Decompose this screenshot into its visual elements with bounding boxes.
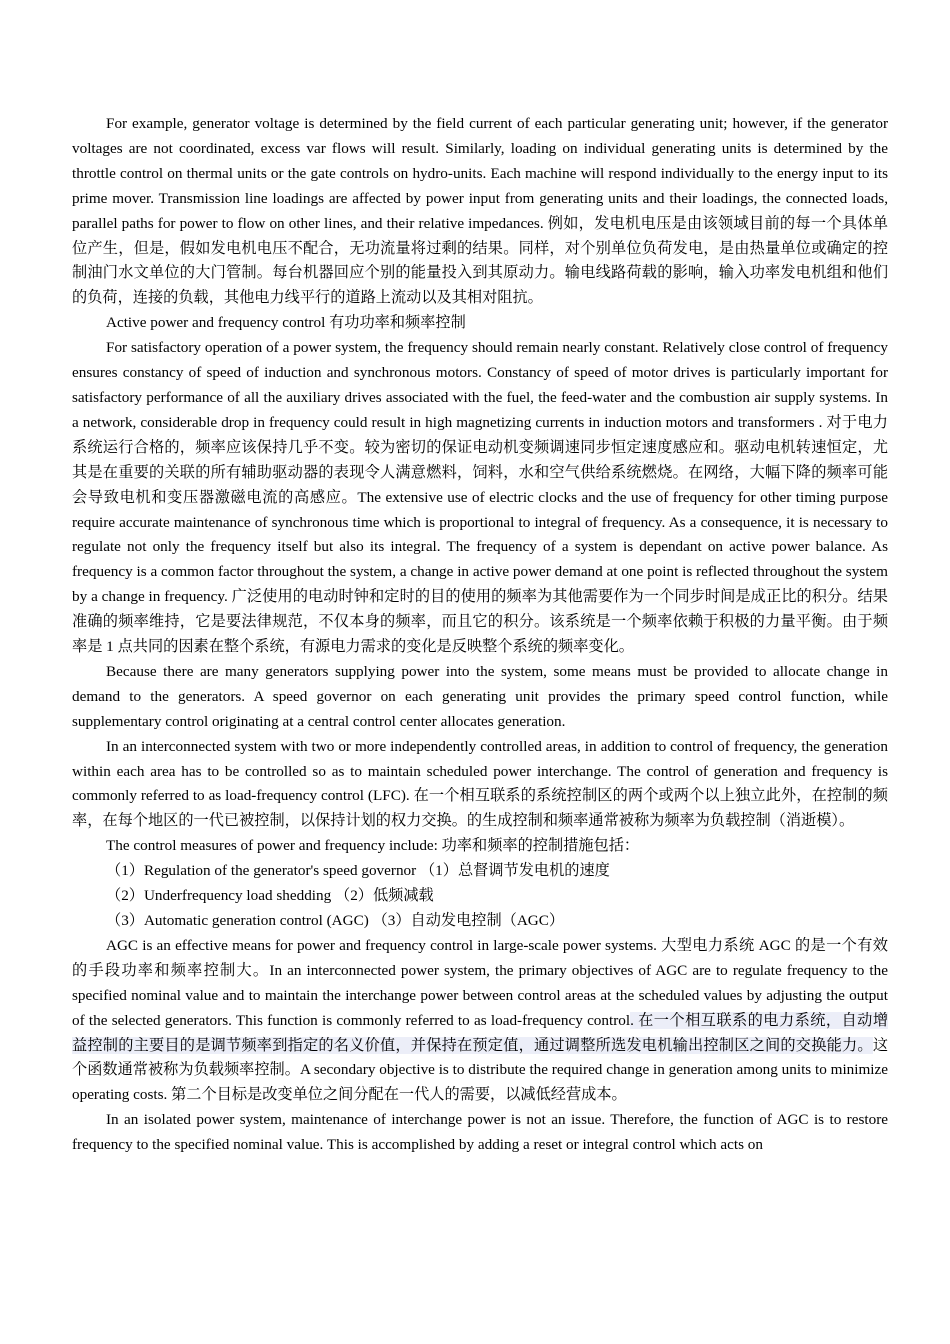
agc-text-part-2: 这个函数通常被称为负载频率控制。A secondary objective is to distribute the required change in generation among units to minimize operating costs. 第二个目标是改变单位之间分配在一代人的需要，以减低经营成本。 [72, 1036, 888, 1104]
paragraph-frequency-constancy: For satisfactory operation of a power system, the frequency should remain nearly constant. Relatively close control of frequency ensures constancy of speed of induction and synchronous motors. Constancy of speed of motor drives is particularly important for satisfactory performance of all the auxiliary drives associated with the fuel, the feed-water and the combustion air supply systems. In a network, considerable drop in frequency could result in high magnetizing currents in induction motors and transformers . 对于电力系统运行合格的，频率应该保持几乎不变。较为密切的保证电动机变频调速同步恒定速度感应和。驱动电机转速恒定，尤其是在重要的关联的所有辅助驱动器的表现令人满意燃料，饲料，水和空气供给系统燃烧。在网络，大幅下降的频率可能会导致电机和变压器激磁电流的高感应。The extensive use of electric clocks and the use of frequency for other timing purpose require accurate maintenance of synchronous time which is proportional to integral of frequency. As a consequence, it is necessary to regulate not only the frequency itself but also its integral. The frequency of a system is dependant on active power balance. As frequency is a common factor throughout the system, a change in active power demand at one point is reflected throughout the system by a change in frequency. 广泛使用的电动时钟和定时的目的使用的频率为其他需要作为一个同步时间是成正比的积分。结果准确的频率维持，它是要法律规范，不仅本身的频率，而且它的积分。该系统是一个频率依赖于积极的力量平衡。由于频率是 1 点共同的因素在整个系统，有源电力需求的变化是反映整个系统的频率变化。 [72, 339, 888, 656]
paragraph-generators-supply: Because there are many generators supplying power into the system, some means must be provided to allocate change in demand to the generators. A speed governor on each generating unit provides the primary speed control function, while supplementary control originating at a central control center allocates generation. [72, 662, 888, 730]
highlighted-text: . 在一个相互联系的电力系统，自动增益控制的主要目的是调节频率到指定的名义价值，并保持在预定值，通过调整所选发电机输出控制区之间的交换能力。 [72, 1011, 888, 1054]
list-item-speed-governor: （1）Regulation of the generator's speed governor （1）总督调节发电机的速度 [106, 862, 610, 880]
paragraph-control-measures: The control measures of power and frequency include: 功率和频率的控制措施包括： [106, 837, 640, 855]
paragraph-voltage-loading: For example, generator voltage is determined by the field current of each particular generating unit; however, if the generator voltages are not coordinated, excess var flows will result. Similarly, loading on individual generating units is determined by the throttle control on thermal units or the gate controls on hydro-units. Each machine will respond individually to the energy input to its prime mover. Transmission line loadings are affected by power input from generating units and their loadings, the connected loads, parallel paths for power to flow on other lines, and their relative impedances. 例如，发电机电压是由该领域目前的每一个具体单位产生，但是，假如发电机电压不配合，无功流量将过剩的结果。同样，对个别单位负荷发电，是由热量单位或确定的控制油门水文单位的大门管制。每台机器回应个别的能量投入到其原动力。输电线路荷载的影响，输入功率发电机组和他们的负荷，连接的负载，其他电力线平行的道路上流动以及其相对阻抗。 [72, 115, 888, 307]
paragraph-interconnected-system: In an interconnected system with two or more independently controlled areas, in addition to control of frequency, the generation within each area has to be controlled so as to maintain scheduled power interchange. The control of generation and frequency is commonly referred to as load-frequency control (LFC). 在一个相互联系的系统控制区的两个或两个以上独立此外，在控制的频率，在每个地区的一代已被控制，以保持计划的权力交换。的生成控制和频率通常被称为频率为负载控制（消逝模）。 [72, 737, 888, 830]
paragraph-isolated-system: In an isolated power system, maintenance of interchange power is not an issue. Therefore, the function of AGC is to restore frequency to the specified nominal value. This is accomplished by adding a reset or integral control which acts on [72, 1111, 888, 1154]
agc-text-part-1: AGC is an effective means for power and frequency control in large-scale power systems. 大型电力系统 AGC 的是一个有效的手段功率和频率控制大。In an interconnected power system, the primary objectives of AGC are to regulate frequency to the specified nominal value and to maintain the interchange power between control areas at the scheduled values by adjusting the output of the selected generators. This function is commonly referred to as load-frequency control [72, 936, 888, 1029]
list-item-load-shedding: （2）Underfrequency load shedding （2）低频减载 [106, 887, 434, 905]
paragraph-agc-objectives [72, 934, 888, 1108]
section-heading-active-power: Active power and frequency control 有功功率和频率控制 [106, 314, 466, 332]
list-item-agc: （3）Automatic generation control (AGC) （3）自动发电控制（AGC） [106, 912, 565, 929]
document-body [72, 112, 888, 1158]
